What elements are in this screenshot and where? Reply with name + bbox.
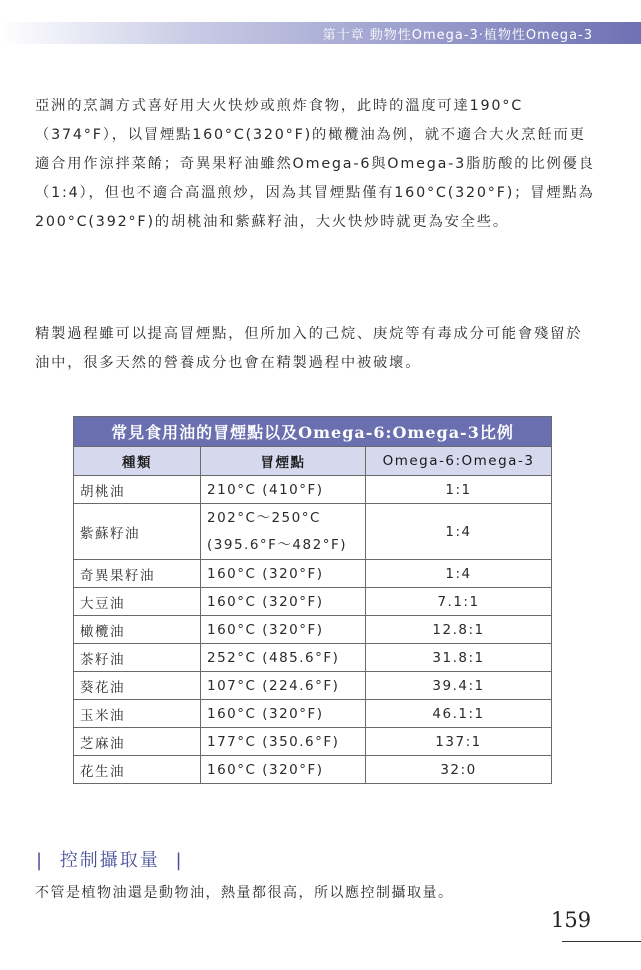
table-row (74, 560, 552, 588)
chapter-header-title: 第十章 動物性Omega-3‧植物性Omega-3 (322, 28, 593, 43)
smoke-point: 177°C (350.6°F) (201, 728, 366, 756)
table-row (74, 672, 552, 700)
paragraph-cooking-temperature: 亞洲的烹調方式喜好用大火快炒或煎炸食物，此時的溫度可達190°C（374°F），以冒煙點160°C(320°F)的橄欖油為例，就不適合大火烹飪而更適合用作涼拌菜餚；奇異果籽油雖然Omega-6與Omega-3脂肪酸的比例優良（1:4），但也不適合高溫煎炒，因為其冒煙點僅有160°C(320°F)；冒煙點為200°C(392°F)的胡桃油和紫蘇籽油，大火快炒時就更為安全些。 (35, 98, 595, 230)
smoke-point: 160°C (320°F) (201, 616, 366, 644)
table-row (74, 504, 552, 560)
omega-ratio: 32:0 (366, 756, 552, 784)
omega-ratio: 39.4:1 (366, 672, 552, 700)
smoke-point-line: 202°C～250°C (207, 509, 321, 526)
section-heading (36, 846, 184, 872)
smoke-point (201, 504, 366, 560)
omega-ratio: 1:1 (366, 476, 552, 504)
smoke-point: 107°C (224.6°F) (201, 672, 366, 700)
omega-ratio: 31.8:1 (366, 644, 552, 672)
table-title: 常見食用油的冒煙點以及Omega-6:Omega-3比例 (74, 417, 552, 447)
oil-smoke-point-table (73, 416, 552, 784)
omega-ratio: 46.1:1 (366, 700, 552, 728)
closing-sentence: 不管是植物油還是動物油，熱量都很高，所以應控制攝取量。 (35, 885, 454, 901)
omega-ratio: 7.1:1 (366, 588, 552, 616)
smoke-point: 160°C (320°F) (201, 588, 366, 616)
section-heading-bar-left: | (36, 850, 45, 871)
table-header-ratio: Omega-6:Omega-3 (366, 447, 552, 476)
oil-name: 橄欖油 (74, 616, 201, 644)
oil-name: 葵花油 (74, 672, 201, 700)
omega-ratio: 1:4 (366, 504, 552, 560)
smoke-point-line: (395.6°F～482°F) (207, 536, 347, 553)
oil-name: 大豆油 (74, 588, 201, 616)
oil-smoke-point-table-container (73, 416, 551, 784)
table-header-smoke-point: 冒煙點 (201, 447, 366, 476)
section-heading-bar-right: | (175, 850, 184, 871)
paragraph-refining: 精製過程雖可以提高冒煙點，但所加入的己烷、庚烷等有毒成分可能會殘留於油中，很多天然的營養成分也會在精製過程中被破壞。 (35, 326, 583, 371)
omega-ratio: 1:4 (366, 560, 552, 588)
oil-name: 玉米油 (74, 700, 201, 728)
oil-name: 花生油 (74, 756, 201, 784)
smoke-point: 160°C (320°F) (201, 560, 366, 588)
smoke-point: 160°C (320°F) (201, 700, 366, 728)
page-number: 159 (551, 908, 592, 932)
oil-name: 胡桃油 (74, 476, 201, 504)
oil-name: 紫蘇籽油 (74, 504, 201, 560)
smoke-point: 160°C (320°F) (201, 756, 366, 784)
table-row (74, 588, 552, 616)
table-row (74, 756, 552, 784)
table-row (74, 476, 552, 504)
table-row (74, 644, 552, 672)
smoke-point: 252°C (485.6°F) (201, 644, 366, 672)
page-number-rule (562, 941, 641, 942)
oil-name: 芝麻油 (74, 728, 201, 756)
section-heading-title: 控制攝取量 (59, 850, 160, 871)
smoke-point: 210°C (410°F) (201, 476, 366, 504)
table-row (74, 616, 552, 644)
oil-name: 茶籽油 (74, 644, 201, 672)
table-header-type: 種類 (74, 447, 201, 476)
omega-ratio: 12.8:1 (366, 616, 552, 644)
table-row (74, 700, 552, 728)
table-row (74, 728, 552, 756)
oil-name: 奇異果籽油 (74, 560, 201, 588)
omega-ratio: 137:1 (366, 728, 552, 756)
